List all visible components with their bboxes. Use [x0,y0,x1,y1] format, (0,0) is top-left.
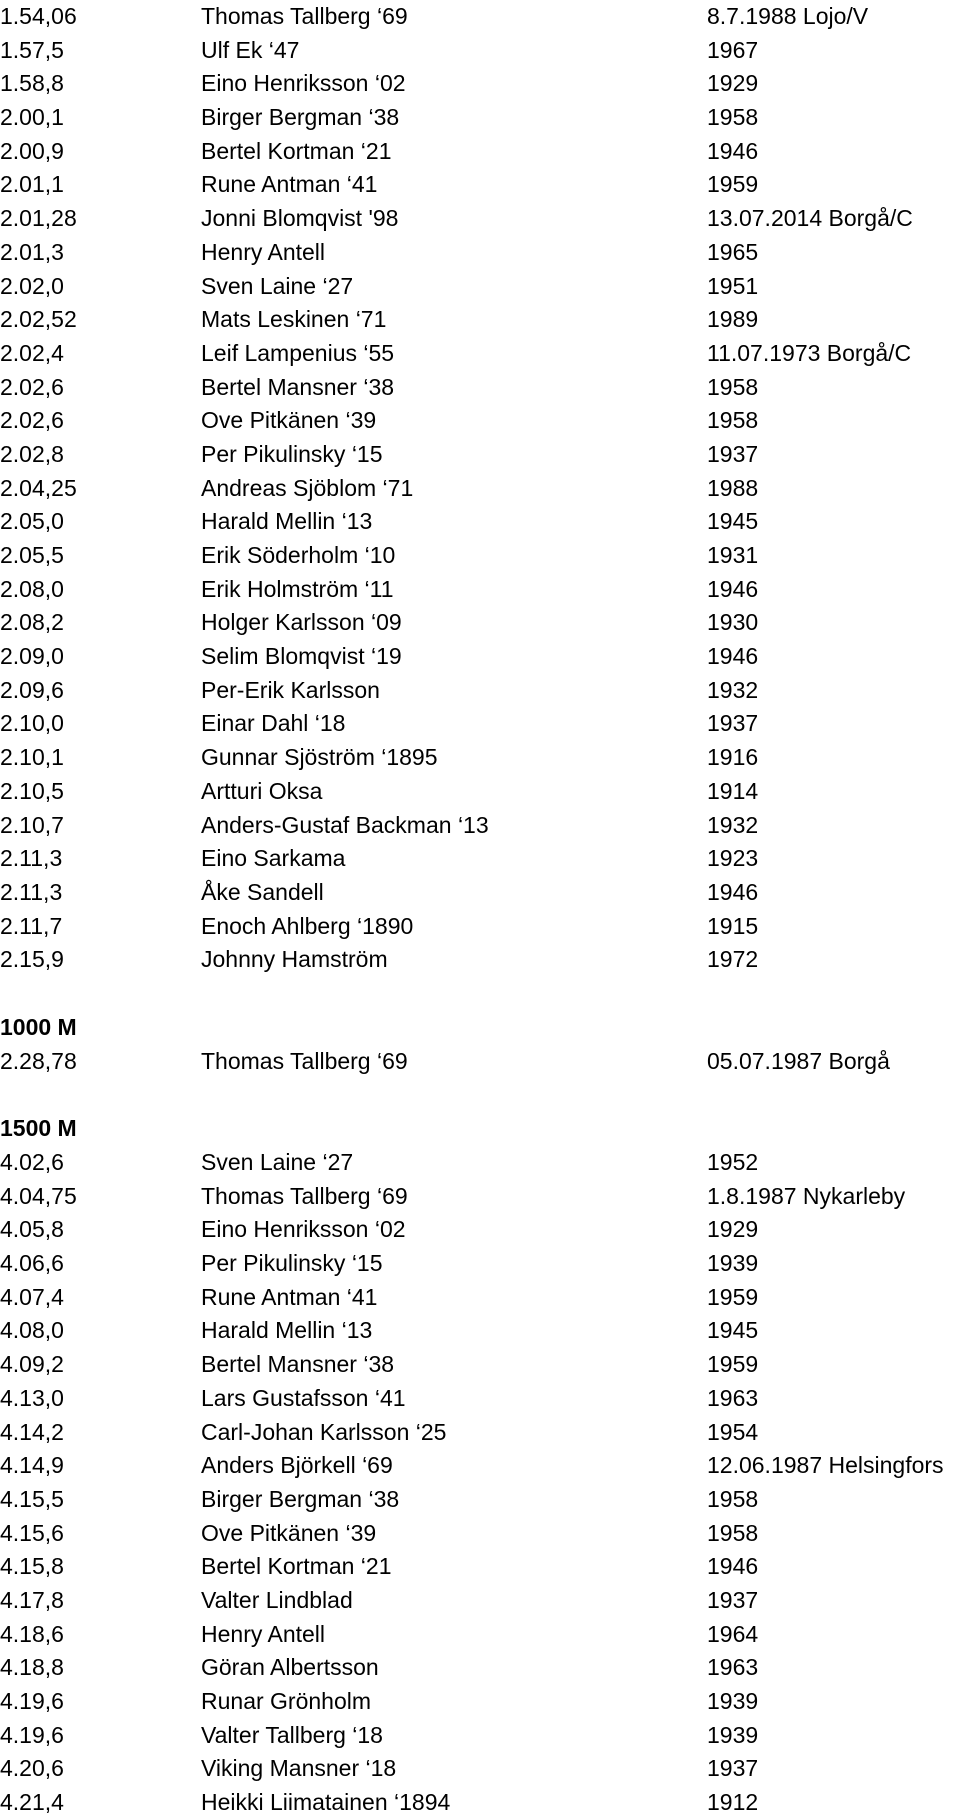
result-date: 1954 [707,1418,759,1445]
result-date: 1945 [707,508,759,535]
athlete-name: Jonni Blomqvist '98 [201,205,399,232]
result-date: 8.7.1988 Lojo/V [707,3,869,29]
result-date: 1946 [707,137,759,164]
athlete-name: Per Pikulinsky ‘15 [201,1250,383,1277]
athlete-name: Selim Blomqvist ‘19 [201,643,402,670]
athlete-name: Erik Holmström ‘11 [201,575,394,602]
result-date: 1958 [707,373,759,400]
result-row [0,337,960,371]
result-time: 2.05,5 [0,542,64,568]
result-row [0,472,960,506]
result-date: 1.8.1987 Nykarleby [707,1182,906,1209]
result-time: 2.28,78 [0,1047,77,1074]
result-time: 2.09,6 [0,676,64,703]
result-row [0,1348,960,1382]
result-row [0,1416,960,1450]
result-time: 1.58,8 [0,70,64,97]
result-time: 2.11,3 [0,845,63,872]
athlete-name: Rune Antman ‘41 [201,171,378,198]
result-row [0,876,960,910]
result-date: 1916 [707,744,759,771]
athlete-name: Anders-Gustaf Backman ‘13 [201,811,489,838]
result-row [0,1618,960,1652]
result-row [0,101,960,135]
result-row [0,842,960,876]
athlete-name: Ove Pitkänen ‘39 [201,1519,377,1546]
athlete-name: Lars Gustafsson ‘41 [201,1384,406,1411]
result-row [0,809,960,843]
result-row [0,573,960,607]
athlete-name: Per-Erik Karlsson [201,676,380,703]
result-row [0,943,960,977]
result-date: 1965 [707,238,759,265]
result-row [0,1382,960,1416]
result-time: 2.11,3 [0,878,63,905]
athlete-name: Holger Karlsson ‘09 [201,609,402,636]
result-row [0,1517,960,1551]
result-row [0,236,960,270]
result-date: 1958 [707,407,759,434]
athlete-name: Thomas Tallberg ‘69 [201,1182,408,1209]
result-date: 1930 [707,609,759,636]
result-row [0,371,960,405]
result-time: 4.19,6 [0,1688,64,1714]
athlete-name: Bertel Mansner ‘38 [201,373,395,400]
athlete-name: Runar Grönholm [201,1688,372,1714]
athlete-name: Birger Bergman ‘38 [201,104,400,131]
result-date: 1963 [707,1654,759,1681]
athlete-name: Johnny Hamström [201,946,388,973]
result-row [0,640,960,674]
athlete-name: Viking Mansner ‘18 [201,1755,397,1782]
athlete-name: Eino Sarkama [201,845,346,872]
result-date: 1946 [707,643,759,670]
result-row [0,1247,960,1281]
result-time: 4.15,6 [0,1519,64,1546]
result-time: 2.08,0 [0,575,64,602]
result-date: 1937 [707,1755,759,1782]
athlete-name: Leif Lampenius ‘55 [201,339,395,366]
result-time: 4.15,8 [0,1553,64,1580]
result-time: 1.54,06 [0,3,77,29]
athlete-name: Carl-Johan Karlsson ‘25 [201,1418,447,1445]
result-time: 4.13,0 [0,1384,64,1411]
result-date: 1951 [707,272,759,299]
athlete-name: Ulf Ek ‘47 [201,36,300,63]
result-row [0,168,960,202]
section-heading: 1500 M [0,1115,77,1142]
result-time: 2.01,1 [0,171,64,198]
result-date: 05.07.1987 Borgå [707,1047,890,1074]
result-date: 1939 [707,1721,759,1748]
result-time: 2.10,7 [0,811,64,838]
result-date: 1929 [707,1216,759,1243]
result-row [0,404,960,438]
result-date: 1937 [707,710,759,737]
result-date: 1937 [707,1586,759,1613]
result-time: 4.08,0 [0,1317,64,1344]
result-date: 1946 [707,878,759,905]
result-date: 1945 [707,1317,759,1344]
result-row [0,674,960,708]
result-row [0,1281,960,1315]
athlete-name: Henry Antell [201,1620,326,1647]
result-date: 1952 [707,1149,759,1175]
result-row [0,1719,960,1753]
result-time: 2.00,1 [0,104,64,131]
result-date: 1959 [707,1351,759,1378]
result-row [0,1314,960,1348]
result-time: 4.02,6 [0,1149,64,1175]
result-time: 2.15,9 [0,946,64,973]
result-row [0,606,960,640]
athlete-name: Valter Tallberg ‘18 [201,1721,383,1748]
result-time: 4.07,4 [0,1283,64,1310]
result-date: 1939 [707,1688,759,1714]
result-row [0,1213,960,1247]
result-date: 1915 [707,912,759,939]
result-date: 1988 [707,474,759,501]
result-time: 2.01,3 [0,238,64,265]
athlete-name: Åke Sandell [201,878,324,905]
result-time: 1.57,5 [0,36,64,63]
athlete-name: Andreas Sjöblom ‘71 [201,474,414,501]
result-date: 1931 [707,542,759,568]
athlete-name: Göran Albertsson [201,1654,379,1681]
athlete-name: Mats Leskinen ‘71 [201,306,387,333]
result-row [0,1651,960,1685]
result-time: 2.09,0 [0,643,64,670]
result-date: 1958 [707,1519,759,1546]
result-time: 4.14,2 [0,1418,64,1445]
result-date: 1914 [707,777,759,804]
result-row [0,707,960,741]
athlete-name: Gunnar Sjöström ‘1895 [201,744,438,771]
athlete-name: Bertel Kortman ‘21 [201,1553,392,1580]
results-section [0,1078,960,1819]
result-row [0,1045,960,1079]
result-row [0,1786,960,1820]
result-row [0,34,960,68]
result-date: 1912 [707,1789,759,1816]
result-time: 2.02,0 [0,272,64,299]
result-row [0,438,960,472]
result-row [0,67,960,101]
result-row [0,775,960,809]
result-date: 1932 [707,676,759,703]
result-time: 4.15,5 [0,1485,64,1512]
result-time: 2.02,4 [0,339,64,366]
section-spacer [0,1078,960,1112]
athlete-name: Eino Henriksson ‘02 [201,1216,406,1243]
result-time: 2.01,28 [0,205,77,232]
result-time: 2.02,6 [0,373,64,400]
result-time: 4.06,6 [0,1250,64,1277]
result-time: 2.00,9 [0,137,64,164]
result-date: 1989 [707,306,759,333]
results-section [0,977,960,1078]
athlete-name: Thomas Tallberg ‘69 [201,1047,408,1074]
athlete-name: Sven Laine ‘27 [201,1149,354,1175]
athlete-name: Bertel Kortman ‘21 [201,137,392,164]
athlete-name: Birger Bergman ‘38 [201,1485,400,1512]
result-time: 4.20,6 [0,1755,64,1782]
result-time: 4.17,8 [0,1586,64,1613]
result-row [0,1180,960,1214]
result-date: 1946 [707,1553,759,1580]
result-date: 1972 [707,946,759,973]
athlete-name: Enoch Ahlberg ‘1890 [201,912,414,939]
result-date: 13.07.2014 Borgå/C [707,205,913,232]
result-date: 1932 [707,811,759,838]
result-row [0,1685,960,1719]
athlete-name: Bertel Mansner ‘38 [201,1351,395,1378]
result-time: 2.05,0 [0,508,64,535]
result-time: 2.02,6 [0,407,64,434]
result-date: 1937 [707,440,759,467]
result-date: 1929 [707,70,759,97]
result-row [0,1584,960,1618]
athlete-name: Henry Antell [201,238,326,265]
athlete-name: Einar Dahl ‘18 [201,710,346,737]
result-row [0,539,960,573]
athlete-name: Per Pikulinsky ‘15 [201,440,383,467]
result-time: 2.08,2 [0,609,64,636]
result-time: 2.02,8 [0,440,64,467]
section-spacer [0,977,960,1011]
result-row [0,1449,960,1483]
result-row [0,741,960,775]
result-row [0,910,960,944]
result-date: 1963 [707,1384,759,1411]
athlete-name: Harald Mellin ‘13 [201,508,373,535]
result-row [0,202,960,236]
result-date: 1946 [707,575,759,602]
result-row [0,303,960,337]
athlete-name: Valter Lindblad [201,1586,353,1613]
result-time: 4.14,9 [0,1452,64,1479]
result-time: 2.04,25 [0,474,77,501]
result-time: 4.05,8 [0,1216,64,1243]
section-heading: 1000 M [0,1013,77,1040]
athlete-name: Artturi Oksa [201,777,323,804]
result-time: 4.04,75 [0,1182,77,1209]
result-time: 2.11,7 [0,912,63,939]
result-date: 1958 [707,104,759,131]
result-time: 2.02,52 [0,306,77,333]
athlete-name: Sven Laine ‘27 [201,272,354,299]
athlete-name: Heikki Liimatainen ‘1894 [201,1789,451,1816]
result-time: 2.10,5 [0,777,64,804]
athlete-name: Erik Söderholm ‘10 [201,542,396,568]
result-date: 1959 [707,1283,759,1310]
athlete-name: Thomas Tallberg ‘69 [201,3,408,29]
result-row [0,0,960,34]
result-row [0,505,960,539]
result-date: 11.07.1973 Borgå/C [707,339,912,366]
result-time: 2.10,1 [0,744,64,771]
result-date: 1967 [707,36,759,63]
athlete-name: Rune Antman ‘41 [201,1283,378,1310]
result-row [0,1146,960,1180]
result-row [0,1752,960,1786]
result-row [0,135,960,169]
result-time: 4.09,2 [0,1351,64,1378]
result-row [0,1483,960,1517]
result-date: 12.06.1987 Helsingfors [707,1452,944,1479]
athlete-name: Eino Henriksson ‘02 [201,70,406,97]
result-date: 1958 [707,1485,759,1512]
result-date: 1939 [707,1250,759,1277]
result-row [0,1550,960,1584]
result-time: 4.19,6 [0,1721,64,1748]
athlete-name: Anders Björkell ‘69 [201,1452,393,1479]
athlete-name: Harald Mellin ‘13 [201,1317,373,1344]
athlete-name: Ove Pitkänen ‘39 [201,407,377,434]
result-time: 4.18,6 [0,1620,64,1647]
result-date: 1959 [707,171,759,198]
result-time: 2.10,0 [0,710,64,737]
result-time: 4.18,8 [0,1654,64,1681]
result-date: 1964 [707,1620,759,1647]
result-date: 1923 [707,845,759,872]
result-time: 4.21,4 [0,1789,64,1816]
result-row [0,270,960,304]
